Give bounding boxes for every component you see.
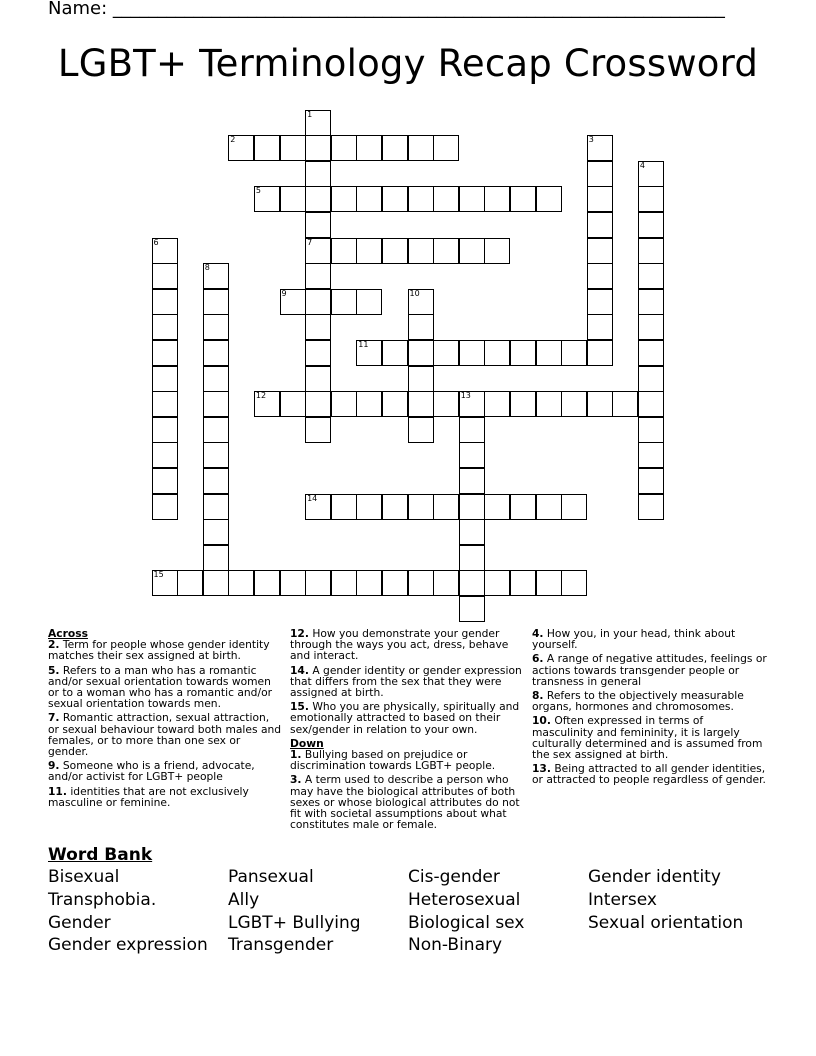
- clue-number: 9.: [48, 759, 60, 773]
- crossword-cell[interactable]: [536, 570, 562, 596]
- crossword-cell[interactable]: [459, 596, 485, 622]
- crossword-cell[interactable]: [305, 238, 331, 264]
- clue-text: Refers to a man who has a romantic and/or sexual orientation towards women or to a woman who has a romantic and/or sexual orientation towards men.: [48, 663, 273, 711]
- word-bank-word: Intersex: [588, 890, 657, 910]
- clue-number: 3.: [290, 773, 302, 787]
- crossword-cell[interactable]: [638, 238, 664, 264]
- crossword-cell[interactable]: [638, 289, 664, 315]
- clue-text: Term for people whose gender identity matches their sex assigned at birth.: [48, 638, 270, 663]
- crossword-cell[interactable]: [356, 391, 382, 417]
- clue-text: Who you are physically, spiritually and emotionally attracted to based on their sex/gender in relation to your own.: [290, 700, 520, 736]
- cell-number: 1: [307, 109, 313, 119]
- clue: [532, 628, 767, 650]
- crossword-cell[interactable]: [331, 135, 357, 161]
- cell-number: 7: [307, 237, 313, 247]
- crossword-cell[interactable]: [305, 161, 331, 187]
- word-bank-word: Gender identity: [588, 867, 721, 887]
- crossword-cell[interactable]: [152, 391, 178, 417]
- crossword-cell[interactable]: [408, 494, 434, 520]
- crossword-cell[interactable]: [612, 391, 638, 417]
- crossword-cell[interactable]: [203, 263, 229, 289]
- crossword-cell[interactable]: [510, 340, 536, 366]
- cell-number: 8: [204, 263, 210, 273]
- crossword-cell[interactable]: [510, 570, 536, 596]
- word-bank-word: Ally: [228, 890, 260, 910]
- crossword-cell[interactable]: [280, 135, 306, 161]
- crossword-cell[interactable]: [587, 161, 613, 187]
- clue-number: 11.: [48, 784, 67, 798]
- crossword-cell[interactable]: [356, 238, 382, 264]
- word-bank-word: Transphobia.: [48, 890, 157, 910]
- clues-column-2: [290, 628, 525, 833]
- crossword-cell[interactable]: [152, 417, 178, 443]
- clue-text: A range of negative attitudes, feelings or actions towards transgender people or transness in general: [532, 652, 767, 688]
- crossword-cell[interactable]: [203, 545, 229, 571]
- cell-number: 15: [153, 570, 164, 580]
- crossword-cell[interactable]: [459, 570, 485, 596]
- clue-text: Bullying based on prejudice or discrimination towards LGBT+ people.: [290, 748, 496, 773]
- clue: [48, 712, 283, 757]
- crossword-cell[interactable]: [305, 289, 331, 315]
- crossword-cell[interactable]: [203, 314, 229, 340]
- clue-number: 8.: [532, 689, 544, 703]
- crossword-cell[interactable]: [459, 340, 485, 366]
- down-heading: Down: [290, 736, 324, 750]
- crossword-cell[interactable]: [382, 494, 408, 520]
- crossword-cell[interactable]: [433, 238, 459, 264]
- crossword-cell[interactable]: [433, 570, 459, 596]
- crossword-cell[interactable]: [331, 238, 357, 264]
- crossword-cell[interactable]: [254, 135, 280, 161]
- crossword-cell[interactable]: [433, 186, 459, 212]
- crossword-cell[interactable]: [484, 340, 510, 366]
- crossword-cell[interactable]: [408, 238, 434, 264]
- crossword-cell[interactable]: [152, 289, 178, 315]
- word-bank-word: LGBT+ Bullying: [228, 913, 361, 933]
- crossword-cell[interactable]: [152, 366, 178, 392]
- crossword-cell[interactable]: [356, 340, 382, 366]
- crossword-cell[interactable]: [484, 186, 510, 212]
- crossword-cell[interactable]: [305, 570, 331, 596]
- clue-number: 15.: [290, 700, 309, 714]
- clue-number: 13.: [532, 762, 551, 776]
- crossword-cell[interactable]: [356, 570, 382, 596]
- crossword-cell[interactable]: [305, 135, 331, 161]
- crossword-cell[interactable]: [536, 494, 562, 520]
- crossword-cell[interactable]: [305, 391, 331, 417]
- crossword-cell[interactable]: [152, 570, 178, 596]
- across-heading: Across: [48, 627, 88, 640]
- crossword-cell[interactable]: [638, 186, 664, 212]
- crossword-cell[interactable]: [536, 186, 562, 212]
- word-bank-word: Pansexual: [228, 867, 314, 887]
- crossword-cell[interactable]: [587, 289, 613, 315]
- clue-number: 1.: [290, 748, 302, 762]
- crossword-cell[interactable]: [382, 135, 408, 161]
- crossword-cell[interactable]: [356, 135, 382, 161]
- crossword-cell[interactable]: [587, 186, 613, 212]
- crossword-cell[interactable]: [408, 570, 434, 596]
- cell-number: 9: [281, 288, 287, 298]
- clues-column-3: [532, 628, 767, 789]
- clue-number: 6.: [532, 652, 544, 666]
- crossword-cell[interactable]: [408, 366, 434, 392]
- cell-number: 14: [307, 493, 318, 503]
- crossword-cell[interactable]: [408, 417, 434, 443]
- page-title: LGBT+ Terminology Recap Crossword: [57, 42, 759, 85]
- crossword-cell[interactable]: [280, 570, 306, 596]
- crossword-cell[interactable]: [587, 238, 613, 264]
- crossword-cell[interactable]: [305, 212, 331, 238]
- crossword-cell[interactable]: [152, 263, 178, 289]
- crossword-cell[interactable]: [408, 314, 434, 340]
- crossword-cell[interactable]: [459, 442, 485, 468]
- clue: [532, 763, 767, 785]
- clue-number: 14.: [290, 663, 309, 677]
- cell-number: 5: [255, 186, 261, 196]
- word-bank-word: Bisexual: [48, 867, 120, 887]
- clue: [532, 653, 767, 687]
- crossword-cell[interactable]: [561, 340, 587, 366]
- crossword-cell[interactable]: [459, 545, 485, 571]
- crossword-cell[interactable]: [203, 417, 229, 443]
- crossword-cell[interactable]: [382, 186, 408, 212]
- crossword-cell[interactable]: [305, 186, 331, 212]
- clue: [290, 628, 525, 662]
- crossword-cell[interactable]: [305, 417, 331, 443]
- crossword-cell[interactable]: [459, 494, 485, 520]
- crossword-cell[interactable]: [587, 391, 613, 417]
- crossword-cell[interactable]: [203, 289, 229, 315]
- crossword-cell[interactable]: [331, 570, 357, 596]
- crossword-cell[interactable]: [408, 340, 434, 366]
- crossword-cell[interactable]: [638, 366, 664, 392]
- crossword-cell[interactable]: [331, 186, 357, 212]
- crossword-cell[interactable]: [561, 391, 587, 417]
- clue-text: Refers to the objectively measurable organs, hormones and chromosomes.: [532, 689, 744, 714]
- crossword-cell[interactable]: [587, 263, 613, 289]
- clue-text: Being attracted to all gender identities, or attracted to people regardless of gender.: [532, 762, 766, 787]
- crossword-cell[interactable]: [459, 238, 485, 264]
- cell-number: 3: [588, 135, 594, 145]
- crossword-cell[interactable]: [510, 391, 536, 417]
- word-bank-word: Gender: [48, 913, 111, 933]
- crossword-cell[interactable]: [254, 570, 280, 596]
- crossword-cell[interactable]: [638, 417, 664, 443]
- clue: [532, 715, 767, 760]
- crossword-cell[interactable]: [638, 391, 664, 417]
- cell-number: 10: [409, 288, 420, 298]
- clue-text: A gender identity or gender expression that differs from the sex that they were assigned at birth.: [290, 663, 522, 700]
- clue-text: How you, in your head, think about yourself.: [532, 627, 736, 652]
- clue: [48, 786, 283, 808]
- crossword-cell[interactable]: [484, 391, 510, 417]
- clue-number: 5.: [48, 663, 60, 677]
- crossword-cell[interactable]: [587, 135, 613, 161]
- crossword-cell[interactable]: [203, 494, 229, 520]
- name-field-label: Name: ____________________________________________________________________: [48, 0, 725, 19]
- crossword-cell[interactable]: [433, 135, 459, 161]
- word-bank-word: Sexual orientation: [588, 913, 744, 933]
- crossword-cell[interactable]: [228, 570, 254, 596]
- cell-number: 2: [230, 135, 236, 145]
- clue: [290, 665, 525, 699]
- clue: [48, 760, 283, 782]
- crossword-cell[interactable]: [203, 468, 229, 494]
- crossword-cell[interactable]: [152, 314, 178, 340]
- crossword-cell[interactable]: [152, 238, 178, 264]
- clue-text: How you demonstrate your gender through the ways you act, dress, behave and interact.: [290, 627, 509, 663]
- crossword-cell[interactable]: [254, 186, 280, 212]
- word-bank-word: Heterosexual: [408, 890, 521, 910]
- crossword-cell[interactable]: [408, 135, 434, 161]
- crossword-cell[interactable]: [382, 340, 408, 366]
- crossword-cell[interactable]: [305, 263, 331, 289]
- crossword-cell[interactable]: [228, 135, 254, 161]
- clue: [290, 749, 525, 771]
- crossword-cell[interactable]: [382, 391, 408, 417]
- crossword-cell[interactable]: [203, 570, 229, 596]
- crossword-cell[interactable]: [331, 391, 357, 417]
- cell-number: 12: [255, 391, 267, 401]
- crossword-cell[interactable]: [152, 442, 178, 468]
- crossword-cell[interactable]: [408, 186, 434, 212]
- crossword-cell[interactable]: [484, 238, 510, 264]
- clue: [532, 690, 767, 712]
- crossword-cell[interactable]: [203, 340, 229, 366]
- clues-column-1: [48, 628, 283, 811]
- crossword-cell[interactable]: [638, 212, 664, 238]
- crossword-cell[interactable]: [280, 391, 306, 417]
- crossword-cell[interactable]: [203, 391, 229, 417]
- clue-text: Someone who is a friend, advocate, and/or activist for LGBT+ people: [48, 759, 255, 784]
- clue: [290, 701, 525, 735]
- crossword-cell[interactable]: [356, 494, 382, 520]
- word-bank-title: Word Bank: [48, 845, 153, 865]
- crossword-cell[interactable]: [280, 289, 306, 315]
- crossword-cell[interactable]: [305, 494, 331, 520]
- word-bank-word: Biological sex: [408, 913, 525, 933]
- clue: [48, 665, 283, 710]
- crossword-cell[interactable]: [433, 391, 459, 417]
- word-bank-word: Gender expression: [48, 935, 208, 955]
- clue: [48, 639, 283, 661]
- crossword-cell[interactable]: [408, 391, 434, 417]
- clue-text: identities that are not exclusively masculine or feminine.: [48, 784, 249, 809]
- crossword-cell[interactable]: [356, 186, 382, 212]
- crossword-cell[interactable]: [587, 340, 613, 366]
- crossword-cell[interactable]: [152, 340, 178, 366]
- crossword-cell[interactable]: [305, 110, 331, 136]
- crossword-cell[interactable]: [280, 186, 306, 212]
- cell-number: 6: [153, 237, 159, 247]
- cell-number: 4: [639, 160, 645, 170]
- crossword-cell[interactable]: [587, 212, 613, 238]
- cell-number: 11: [358, 339, 369, 349]
- crossword-cell[interactable]: [638, 161, 664, 187]
- crossword-cell[interactable]: [331, 494, 357, 520]
- crossword-cell[interactable]: [638, 263, 664, 289]
- crossword-cell[interactable]: [638, 494, 664, 520]
- crossword-cell[interactable]: [203, 366, 229, 392]
- crossword-cell[interactable]: [587, 314, 613, 340]
- crossword-cell[interactable]: [561, 570, 587, 596]
- crossword-cell[interactable]: [305, 314, 331, 340]
- crossword-cell[interactable]: [152, 468, 178, 494]
- crossword-cell[interactable]: [177, 570, 203, 596]
- crossword-cell[interactable]: [331, 289, 357, 315]
- crossword-cell[interactable]: [638, 468, 664, 494]
- word-bank-word: Non-Binary: [408, 935, 503, 955]
- crossword-cell[interactable]: [459, 417, 485, 443]
- crossword-cell[interactable]: [536, 340, 562, 366]
- crossword-cell[interactable]: [510, 186, 536, 212]
- clue-text: Often expressed in terms of masculinity and femininity, it is largely culturally determined and is assumed from the sex assigned at birth.: [532, 714, 763, 762]
- crossword-cell[interactable]: [152, 494, 178, 520]
- clue-number: 4.: [532, 627, 544, 640]
- crossword-cell[interactable]: [459, 519, 485, 545]
- crossword-cell[interactable]: [203, 519, 229, 545]
- crossword-cell[interactable]: [305, 340, 331, 366]
- clue-number: 7.: [48, 711, 60, 725]
- clue-text: Romantic attraction, sexual attraction, or sexual behaviour toward both males and females, or to more than one sex or gender.: [48, 711, 282, 759]
- crossword-cell[interactable]: [638, 442, 664, 468]
- crossword-cell[interactable]: [459, 186, 485, 212]
- crossword-cell[interactable]: [484, 570, 510, 596]
- crossword-cell[interactable]: [254, 391, 280, 417]
- crossword-cell[interactable]: [459, 468, 485, 494]
- crossword-cell[interactable]: [638, 340, 664, 366]
- crossword-cell[interactable]: [459, 391, 485, 417]
- clue: [290, 774, 525, 830]
- crossword-cell[interactable]: [203, 442, 229, 468]
- crossword-cell[interactable]: [638, 314, 664, 340]
- word-bank-word: Cis-gender: [408, 867, 500, 887]
- crossword-cell[interactable]: [408, 289, 434, 315]
- crossword-cell[interactable]: [305, 366, 331, 392]
- clue-number: 12.: [290, 627, 309, 640]
- crossword-cell[interactable]: [382, 570, 408, 596]
- word-bank-word: Transgender: [228, 935, 334, 955]
- crossword-cell[interactable]: [561, 494, 587, 520]
- crossword-cell[interactable]: [484, 494, 510, 520]
- cell-number: 13: [460, 391, 471, 401]
- crossword-cell[interactable]: [510, 494, 536, 520]
- crossword-cell[interactable]: [382, 238, 408, 264]
- crossword-cell[interactable]: [433, 494, 459, 520]
- clue-number: 2.: [48, 638, 60, 652]
- crossword-cell[interactable]: [433, 340, 459, 366]
- crossword-cell[interactable]: [536, 391, 562, 417]
- clue-text: A term used to describe a person who may have the biological attributes of both sexes or whose biological attributes do not fit with societal assumptions about what constitutes male or female.: [290, 773, 520, 832]
- crossword-cell[interactable]: [356, 289, 382, 315]
- clue-number: 10.: [532, 714, 551, 728]
